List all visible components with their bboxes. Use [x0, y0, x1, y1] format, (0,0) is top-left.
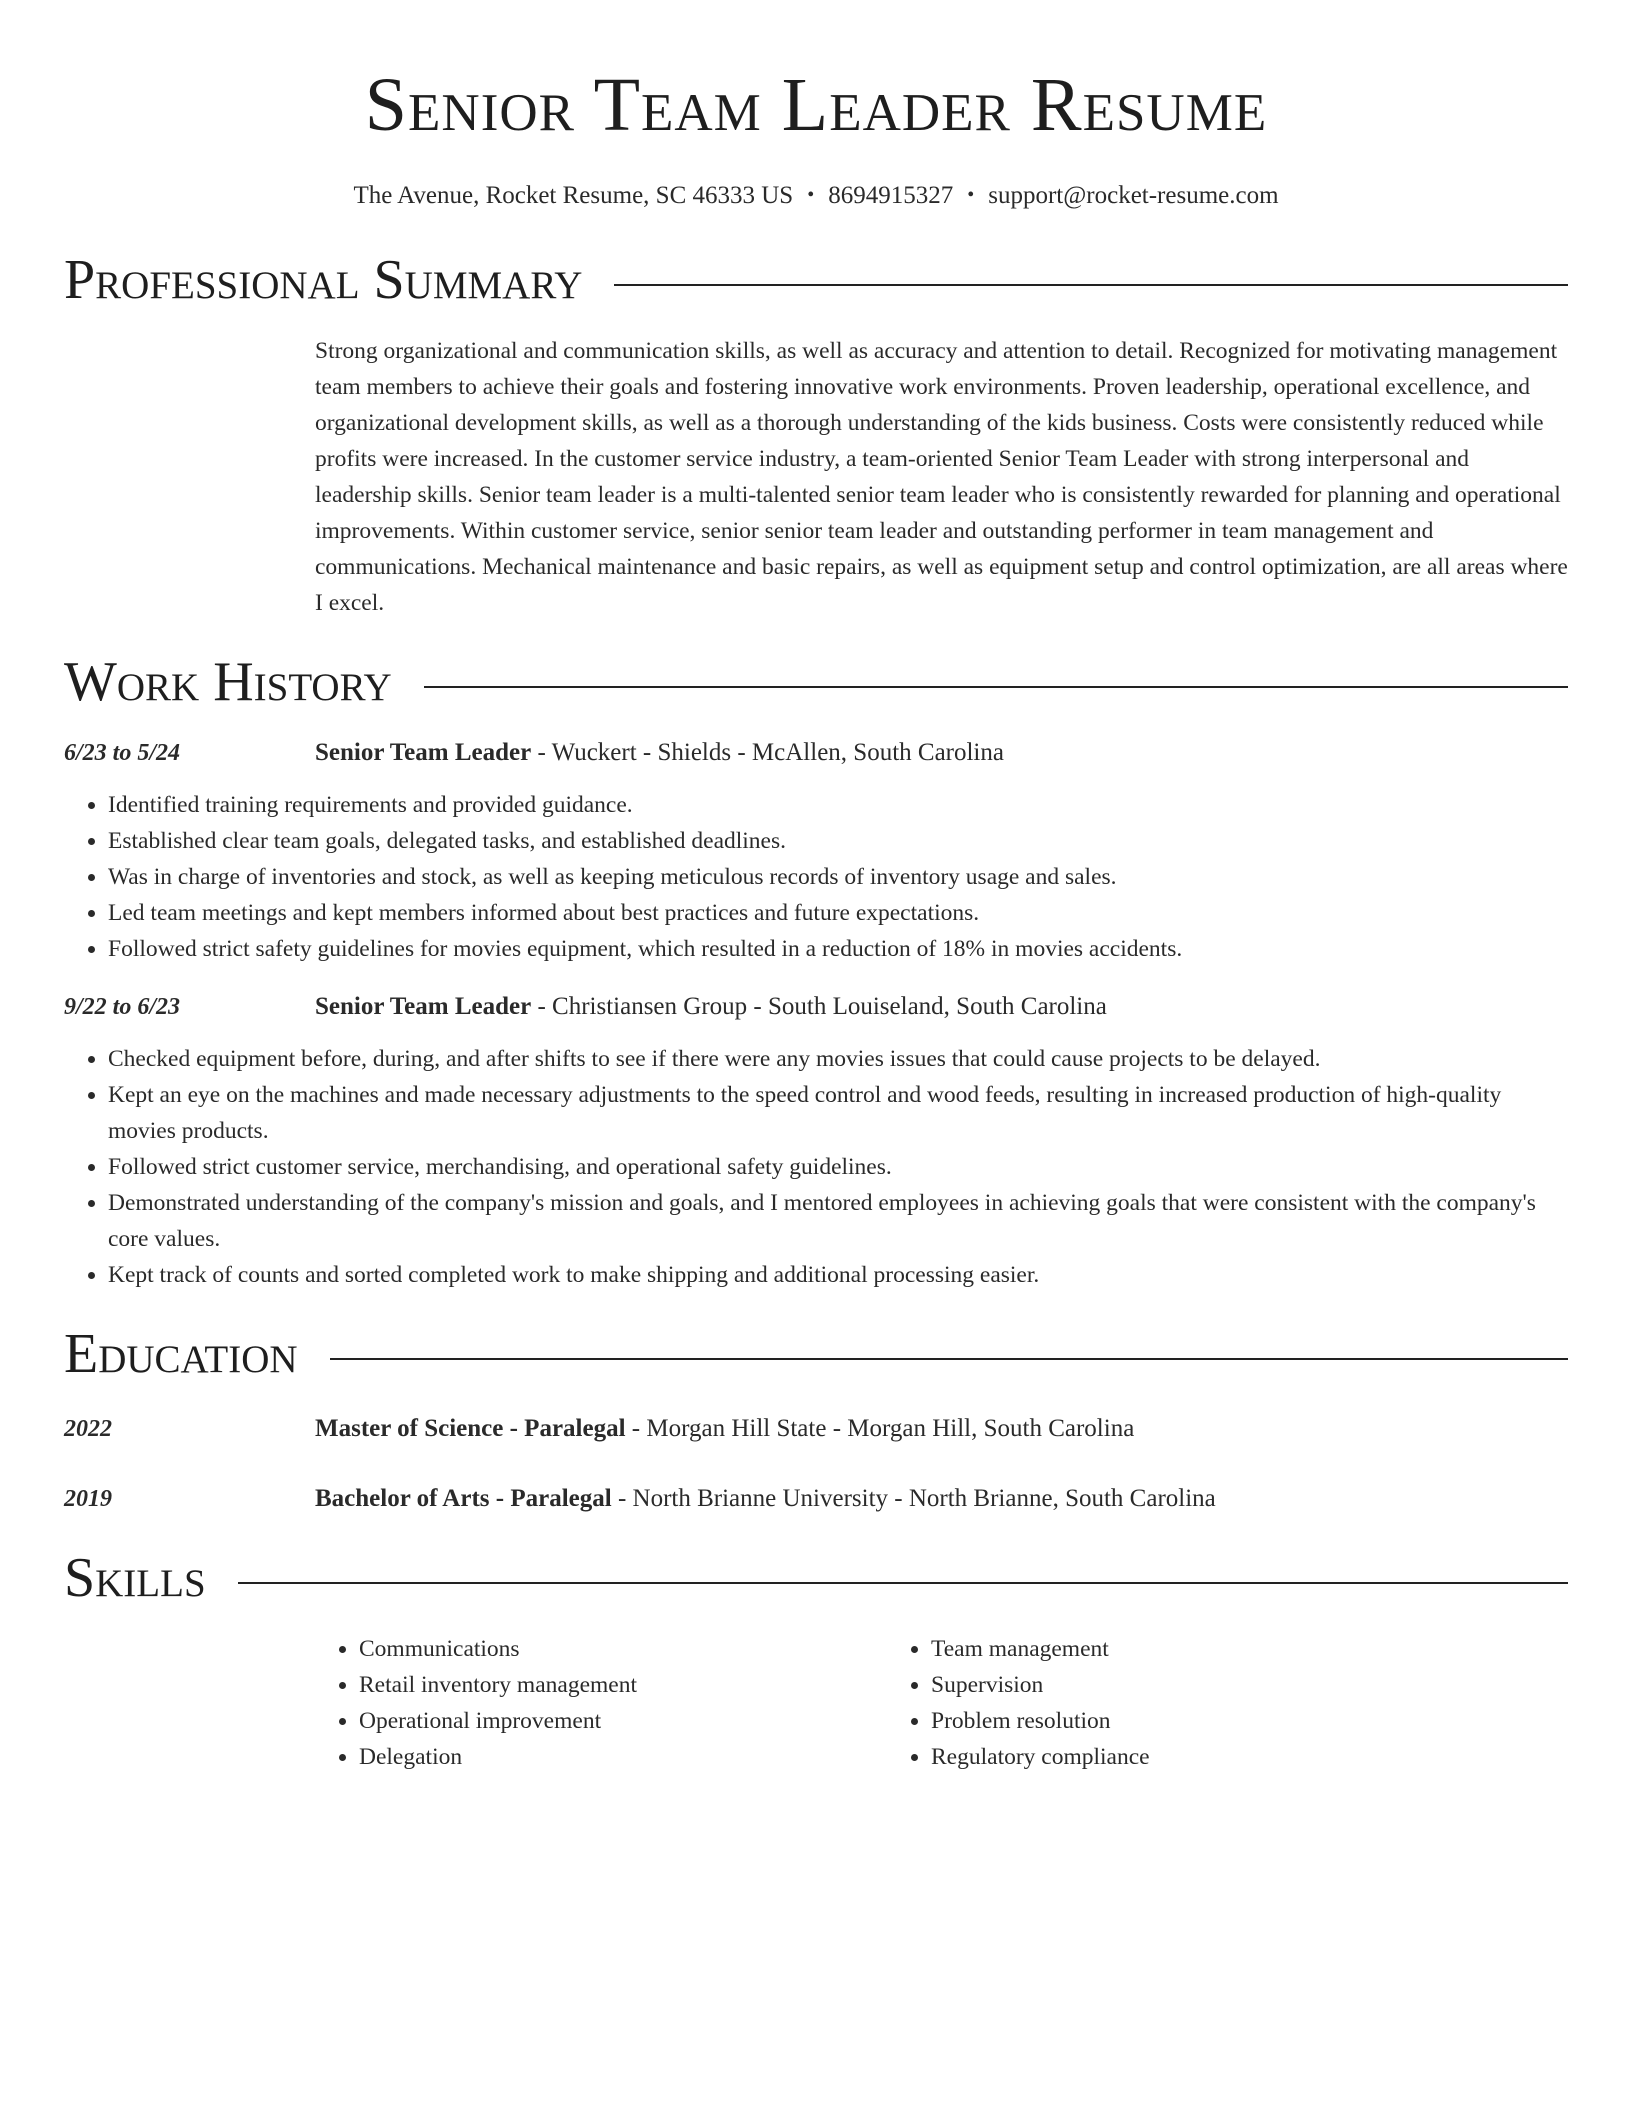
resume-title: Senior Team Leader Resume: [364, 63, 1268, 147]
job-dates: 9/22 to 6/23: [64, 994, 181, 1020]
job-bullets: [64, 787, 1568, 967]
list-item: • Established clear team goals, delegated tasks, and established deadlines.: [108, 823, 1568, 859]
job-header-row: [64, 989, 1568, 1025]
job-title-line: [315, 989, 1107, 1025]
education-year: 2022: [64, 1416, 112, 1442]
education-year: 2019: [64, 1486, 112, 1512]
section-divider: [614, 284, 1568, 286]
skills-heading: Skills: [64, 1547, 206, 1609]
section-divider: [330, 1358, 1568, 1360]
education-line: [315, 1411, 1134, 1447]
education-details: - Morgan Hill State - Morgan Hill, South Carolina: [625, 1415, 1135, 1442]
skills-list-left: [315, 1631, 887, 1775]
skill-item: • Retail inventory management: [359, 1667, 887, 1703]
summary-heading: Professional Summary: [64, 249, 583, 311]
contact-phone: 8694915327: [828, 182, 954, 209]
job-details: - Christiansen Group - South Louiseland, South Carolina: [531, 993, 1107, 1020]
education-details: - North Brianne University - North Brianne, South Carolina: [611, 1485, 1216, 1512]
education-degree: Master of Science - Paralegal: [315, 1415, 626, 1442]
list-item: • Followed strict customer service, merchandising, and operational safety guidelines.: [108, 1149, 1568, 1185]
education-degree: Bachelor of Arts - Paralegal: [315, 1485, 612, 1512]
list-item: • Checked equipment before, during, and after shifts to see if there were any movies issues that could cause projects to be delayed.: [108, 1041, 1568, 1077]
skill-item: • Regulatory compliance: [931, 1739, 1568, 1775]
skill-item: • Delegation: [359, 1739, 887, 1775]
list-item: • Kept track of counts and sorted completed work to make shipping and additional processing easier.: [108, 1257, 1568, 1293]
job-title-line: [315, 735, 1004, 771]
contact-line: [64, 178, 1568, 213]
skills-grid: [315, 1631, 1568, 1775]
skill-item: • Supervision: [931, 1667, 1568, 1703]
work-section-header: [64, 647, 1568, 717]
job-header-row: [64, 735, 1568, 771]
list-item: • Kept an eye on the machines and made necessary adjustments to the speed control and wood feeds, resulting in increased production of high-quality movies products.: [108, 1077, 1568, 1149]
section-divider: [424, 686, 1568, 688]
separator-dot: •: [807, 184, 815, 206]
job-entry: [64, 989, 1568, 1293]
job-dates: 6/23 to 5/24: [64, 740, 181, 766]
skill-item: • Operational improvement: [359, 1703, 887, 1739]
education-section-header: [64, 1319, 1568, 1389]
contact-email: support@rocket-resume.com: [988, 182, 1279, 209]
list-item: • Followed strict safety guidelines for movies equipment, which resulted in a reduction of 18% in movies accidents.: [108, 931, 1568, 967]
skills-list-right: [887, 1631, 1568, 1775]
skills-section-header: [64, 1543, 1568, 1613]
education-entry: [64, 1481, 1568, 1517]
skill-item: • Communications: [359, 1631, 887, 1667]
list-item: • Was in charge of inventories and stock, as well as keeping meticulous records of inventory usage and sales.: [108, 859, 1568, 895]
education-line: [315, 1481, 1216, 1517]
job-entry: [64, 735, 1568, 967]
list-item: • Identified training requirements and provided guidance.: [108, 787, 1568, 823]
skill-item: • Team management: [931, 1631, 1568, 1667]
contact-address: The Avenue, Rocket Resume, SC 46333 US: [353, 182, 794, 209]
work-heading: Work History: [64, 651, 392, 713]
summary-text: Strong organizational and communication skills, as well as accuracy and attention to detail. Recognized for motivating management team members to achieve their goals and fostering innovative work environments. Proven leadership, operational excellence, and organizational development skills, as well as a thorough understanding of the kids business. Costs were consistently reduced while profits were increased. In the customer service industry, a team-oriented Senior Team Leader with strong interpersonal and leadership skills. Senior team leader is a multi-talented senior team leader who is consistently rewarded for planning and operational improvements. Within customer service, senior senior team leader and outstanding performer in team management and communications. Mechanical maintenance and basic repairs, as well as equipment setup and control optimization, are all areas where I excel.: [315, 338, 1568, 616]
job-role: Senior Team Leader: [315, 739, 532, 766]
job-bullets: [64, 1041, 1568, 1293]
job-role: Senior Team Leader: [315, 993, 532, 1020]
education-heading: Education: [64, 1323, 298, 1385]
section-divider: [238, 1582, 1568, 1584]
list-item: • Led team meetings and kept members informed about best practices and future expectations.: [108, 895, 1568, 931]
separator-dot: •: [967, 184, 975, 206]
education-entry: [64, 1411, 1568, 1447]
skill-item: • Problem resolution: [931, 1703, 1568, 1739]
job-details: - Wuckert - Shields - McAllen, South Carolina: [531, 739, 1004, 766]
list-item: • Demonstrated understanding of the company's mission and goals, and I mentored employees in achieving goals that were consistent with the company's core values.: [108, 1185, 1568, 1257]
summary-section-header: [64, 245, 1568, 315]
